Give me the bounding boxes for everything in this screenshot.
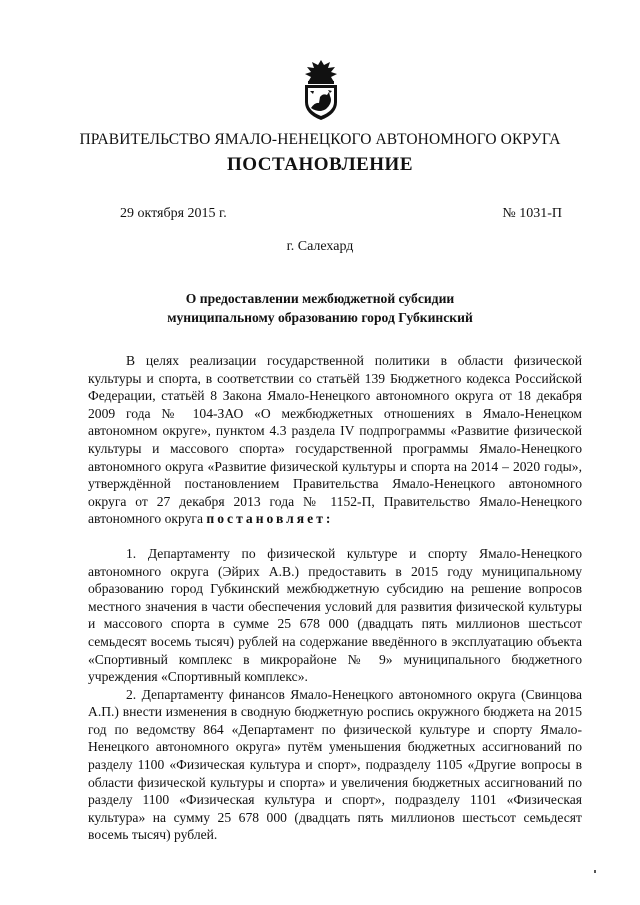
document-type: ПОСТАНОВЛЕНИЕ — [226, 154, 414, 175]
decree-date: 29 октября 2015 г. — [120, 206, 227, 221]
preamble-text: В целях реализации государственной политики в области физической культуры и спорта, в соответствии со статьёй 139 Бюджетного кодекса Российской Федерации, статьёй 8 Закона Ямало-Ненецкого автономного округа от 18 декабря 2009 года № 104-ЗАО «О межбюджетных отношениях в Ямало-Ненецком автономном округе», пунктом 4.3 раздела IV подпрограммы «Развитие физической культуры и массового спорта» государственной программы Ямало-Ненецкого автономного округа «Развитие физической культуры и спорта на 2014 – 2020 годы», утверждённой постановлением Правительства Ямало-Ненецкого автономного округа от 27 декабря 2013 года № 1152-П, Правительство Ямало-Ненецкого автономного округа — [88, 353, 582, 527]
title-line-1: О предоставлении межбюджетной субсидии — [185, 291, 455, 306]
item-1-paragraph: 1. Департаменту по физической культуре и спорту Ямало-Ненецкого автономного округа (Эйрих А.В.) предоставить в 2015 году муниципальному образованию город Губкинский межбюджетную субсидию на решение вопросов местного значения в части обеспечения условий для развития физической культуры и массового спорта в сумме 25 678 000 (двадцать пять миллионов шестьсот семьдесят восемь тысяч) рублей на содержание введённого в эксплуатацию объекта «Спортивный комплекс в микрорайоне № 9» муниципального бюджетного учреждения «Спортивный комплекс». — [88, 545, 582, 685]
decree-body — [88, 352, 582, 844]
decree-title — [0, 289, 640, 327]
item-2-paragraph: 2. Департаменту финансов Ямало-Ненецкого автономного округа (Свинцова А.П.) внести изменения в сводную бюджетную роспись окружного бюджета на 2015 год по ведомству 864 «Департамент по физической культуре и спорту Ямало-Ненецкого автономного округа» путём уменьшения бюджетных ассигнований по разделу 1100 «Физическая культура и спорт», подразделу 1105 «Другие вопросы в области физической культуры и спорта» и увеличения бюджетных ассигнований по разделу 1100 «Физическая культура и спорт», подразделу 1101 «Физическая культура» на сумму 25 678 000 (двадцать пять миллионов шестьсот семьдесят восемь тысяч) рублей. — [88, 686, 582, 843]
title-line-2: муниципальному образованию город Губкинский — [167, 310, 473, 325]
government-name: ПРАВИТЕЛЬСТВО ЯМАЛО-НЕНЕЦКОГО АВТОНОМНОГО ОКРУГА — [79, 131, 561, 148]
decree-number: № 1031-П — [502, 206, 562, 221]
preamble-paragraph — [88, 352, 582, 528]
scan-mark — [594, 870, 596, 873]
decree-city: г. Салехард — [286, 239, 354, 254]
coat-of-arms-emblem — [297, 58, 345, 122]
decree-word: постановляет: — [206, 511, 334, 527]
